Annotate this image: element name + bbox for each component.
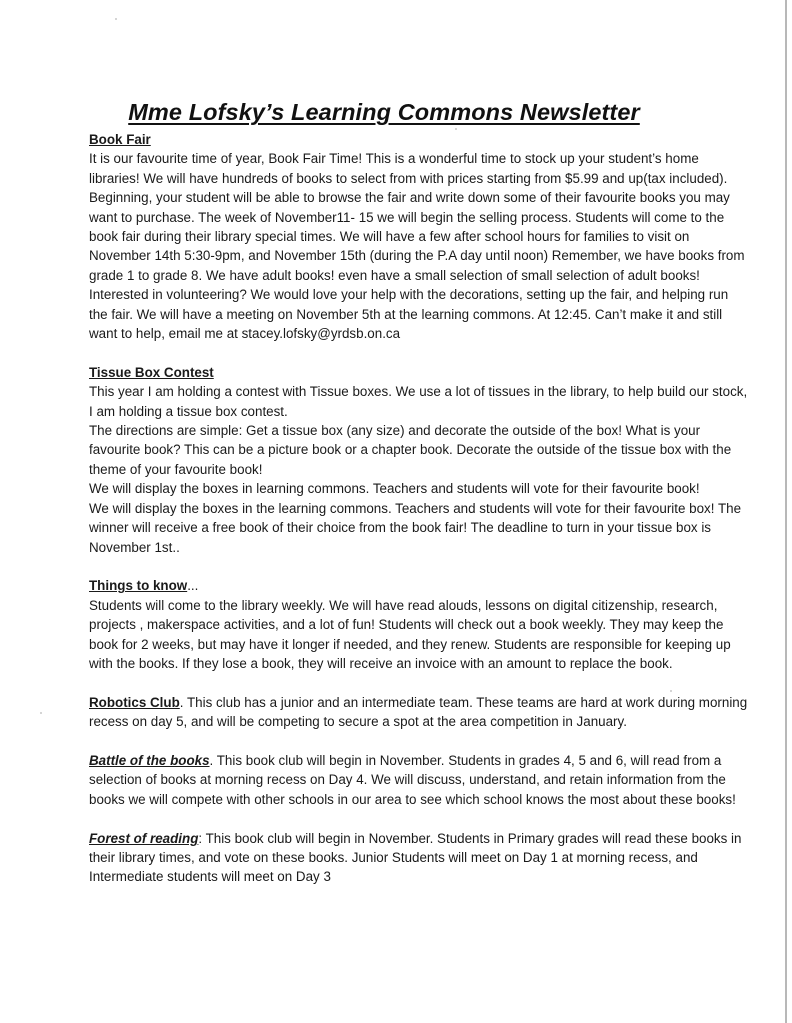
section-paragraph	[89, 693, 749, 732]
section-text: : This book club will begin in November. Students in Primary grades will read these books in their library times, and vote on these books. Junior Students will meet on Day 1 at morning recess, and Intermediate students will meet on Day 3	[89, 830, 742, 885]
section-paragraph: It is our favourite time of year, Book Fair Time! This is a wonderful time to stock up your student’s home libraries! We will have hundreds of books to select from with prices starting from $5.99 and up(tax included). Beginning, your student will be able to browse the fair and write down some of their favourite books you may want to purchase. The week of November11- 15 we will begin the selling process. Students will come to the book fair during their library special times. We will have a few after school hours for families to visit on November 14th 5:30-9pm, and November 15th (during the P.A day until noon) Remember, we have books from grade 1 to grade 8. We have adult books! even have a small selection of small selection of adult books! Interested in volunteering? We would love your help with the decorations, setting up the fair, and helping run the fair. We will have a meeting on November 5th at the learning commons. At 12:45. Can’t make it and still want to help, email me at stacey.lofsky@yrdsb.on.ca	[89, 151, 745, 342]
page-title: Mme Lofsky’s Learning Commons Newsletter	[128, 99, 640, 125]
scan-speck	[40, 712, 42, 714]
section-battle-of-the-books	[89, 751, 749, 809]
section-paragraph: We will display the boxes in the learning commons. Teachers and students will vote for their favourite box! The winner will receive a free book of their choice from the book fair! The deadline to turn in your tissue box is November 1st..	[89, 500, 742, 555]
section-heading: Things to know	[89, 578, 188, 594]
section-heading: Battle of the books	[89, 752, 210, 768]
section-tissue-box-contest	[89, 363, 749, 557]
section-heading: Book Fair	[89, 132, 151, 147]
scan-edge-line	[785, 0, 787, 1023]
section-paragraph	[89, 829, 749, 887]
section-paragraph: This year I am holding a contest with Tissue boxes. We use a lot of tissues in the library, to help build our stock, I am holding a tissue box contest.	[89, 384, 748, 419]
scan-speck	[115, 18, 117, 20]
section-heading: Forest of reading	[89, 830, 199, 846]
section-forest-of-reading	[89, 829, 749, 887]
section-paragraph: The directions are simple: Get a tissue box (any size) and decorate the outside of the box! What is your favourite book? This can be a picture book or a chapter book. Decorate the outside of the tissue box with the theme of your favourite book!	[89, 423, 732, 477]
section-heading: Robotics Club	[89, 694, 180, 710]
section-heading: Tissue Box Contest	[89, 364, 214, 380]
section-paragraph	[89, 751, 749, 809]
section-paragraph: Students will come to the library weekly. We will have read alouds, lessons on digital citizenship, research, projects , makerspace activities, and a lot of fun! Students will check out a book weekly. They may keep the book for 2 weeks, but may have it longer if needed, and they renew. Students are responsible for keeping up with the books. If they lose a book, they will receive an invoice with an amount to replace the book.	[89, 597, 731, 671]
heading-suffix: ...	[187, 578, 199, 594]
section-heading-row	[89, 576, 749, 595]
section-paragraph: We will display the boxes in learning commons. Teachers and students will vote for their favourite book!	[89, 481, 700, 497]
section-things-to-know	[89, 576, 749, 673]
section-text: . This club has a junior and an intermediate team. These teams are hard at work during morning recess on day 5, and will be competing to secure a spot at the area competition in January.	[89, 694, 748, 730]
section-robotics-club	[89, 693, 749, 732]
section-text: . This book club will begin in November. Students in grades 4, 5 and 6, will read from a selection of books at morning recess on Day 4. We will discuss, understand, and retain information from the books we will compete with other schools in our area to see which school knows the most about these books!	[89, 752, 736, 807]
newsletter-page	[89, 99, 749, 887]
section-book-fair	[89, 130, 749, 343]
